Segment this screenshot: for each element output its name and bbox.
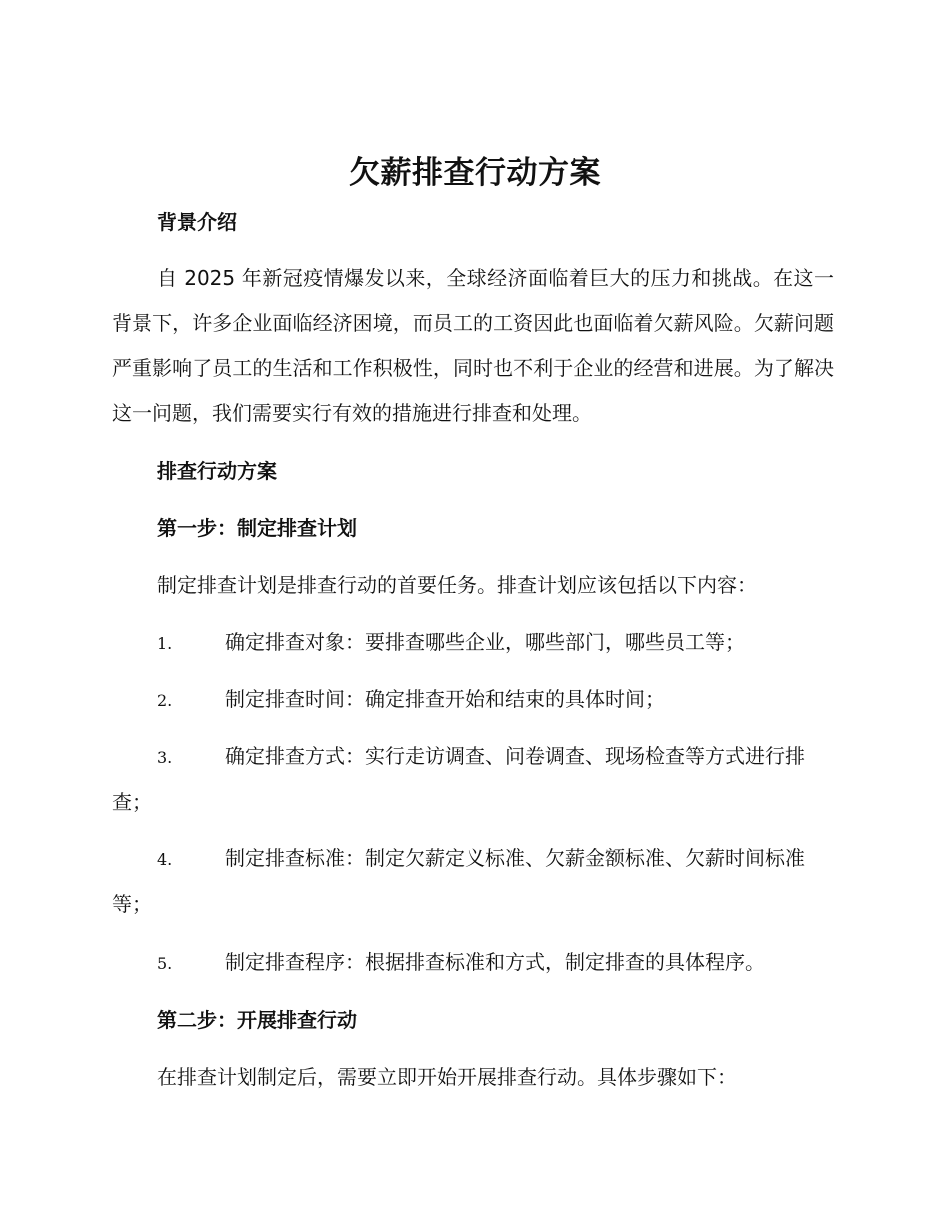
list-item (112, 940, 834, 986)
list-item-text: 确定排查方式：实行走访调查、问卷调查、现场检查等方式进行排查； (112, 744, 805, 814)
step2-heading: 第二步：开展排查行动 (157, 1008, 357, 1032)
list-item-number: 5. (157, 954, 173, 973)
list-item-number: 3. (157, 748, 173, 767)
list-item (112, 620, 834, 666)
list-item-text: 制定排查程序：根据排查标准和方式，制定排查的具体程序。 (225, 950, 765, 974)
background-heading: 背景介绍 (157, 210, 237, 234)
list-item-number: 2. (157, 691, 173, 710)
step2-intro: 在排查计划制定后，需要立即开始开展排查行动。具体步骤如下： (157, 1065, 737, 1089)
list-item-text: 确定排查对象：要排查哪些企业，哪些部门，哪些员工等； (225, 630, 745, 654)
list-item-text: 制定排查时间：确定排查开始和结束的具体时间； (225, 687, 665, 711)
list-item-number: 1. (157, 634, 173, 653)
list-item-text: 制定排查标准：制定欠薪定义标准、欠薪金额标准、欠薪时间标准等； (112, 846, 805, 916)
document-title: 欠薪排查行动方案 (349, 155, 601, 191)
step1-heading: 第一步：制定排查计划 (157, 516, 357, 540)
plan-heading: 排查行动方案 (157, 459, 277, 483)
step1-intro: 制定排查计划是排查行动的首要任务。排查计划应该包括以下内容： (157, 573, 757, 597)
list-item (112, 734, 834, 825)
background-paragraph: 自 2025 年新冠疫情爆发以来，全球经济面临着巨大的压力和挑战。在这一背景下，许多企业面临经济困境，而员工的工资因此也面临着欠薪风险。欠薪问题严重影响了员工的生活和工作积极性，同时也不利于企业的经营和进展。为了解决这一问题，我们需要实行有效的措施进行排查和处理。 (112, 266, 834, 425)
list-item (112, 836, 834, 927)
list-item (112, 677, 834, 723)
list-item-number: 4. (157, 850, 173, 869)
